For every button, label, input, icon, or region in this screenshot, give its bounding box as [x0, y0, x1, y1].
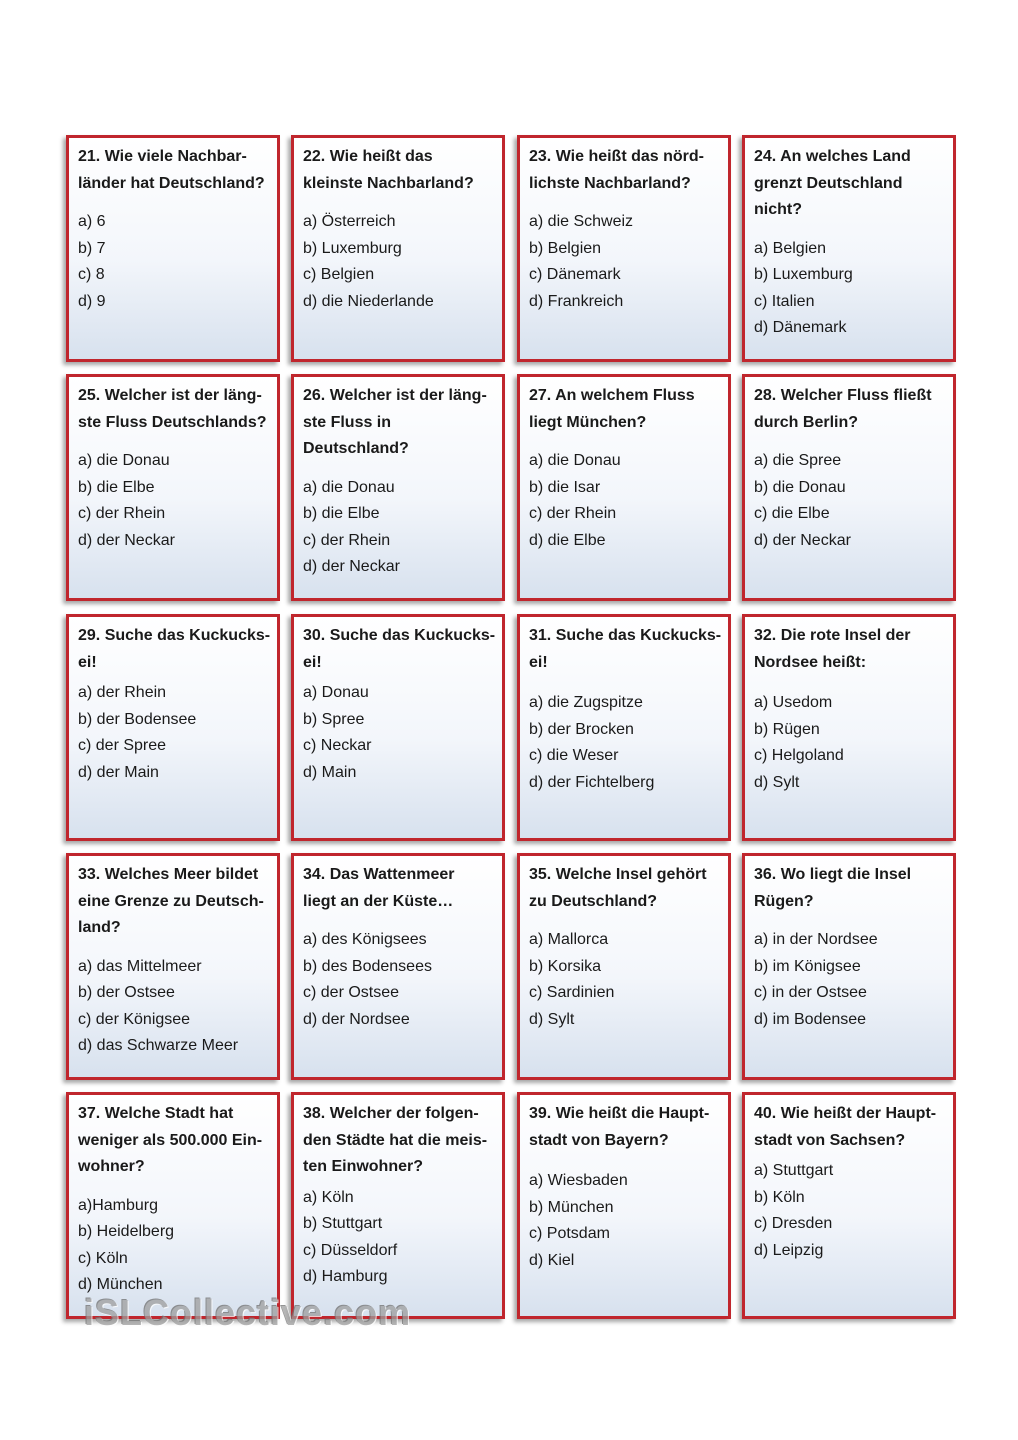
option-d: d) Dänemark [754, 319, 847, 336]
question-text: 28. Welcher Fluss fließt durch Berlin? [754, 387, 932, 431]
option-b: b) die Elbe [303, 505, 380, 522]
option-d: d) München [78, 1276, 163, 1293]
option-a: a) Donau [303, 684, 369, 701]
answer-options [529, 448, 722, 554]
option-b: b) die Isar [529, 478, 601, 496]
quiz-card-37 [66, 1092, 280, 1319]
option-b: b) die Donau [754, 478, 846, 496]
option-a: a) die Spree [754, 452, 842, 469]
option-b: b) 7 [78, 239, 106, 257]
answer-options [78, 209, 271, 315]
quiz-card-33 [66, 853, 280, 1080]
answer-options [78, 954, 271, 1060]
option-a: a) die Donau [529, 452, 621, 469]
option-d: d) der Neckar [303, 558, 400, 575]
option-d: d) Leipzig [754, 1241, 824, 1259]
quiz-card-23 [517, 135, 731, 362]
option-a: a) der Rhein [78, 684, 167, 701]
option-b: b) Luxemburg [303, 239, 402, 257]
question-text: 38. Welcher der folgen- den Städte hat die meis- ten Einwohner? [303, 1105, 488, 1175]
option-b: b) Heidelberg [78, 1223, 175, 1240]
question-text: 23. Wie heißt das nörd- lichste Nachbarland? [529, 148, 704, 192]
question-text: 22. Wie heißt das kleinste Nachbarland? [303, 148, 474, 192]
option-b: b) Spree [303, 710, 365, 728]
question-text: 40. Wie heißt der Haupt- stadt von Sachsen? [754, 1105, 937, 1149]
option-a: a)Hamburg [78, 1196, 159, 1214]
option-a: a) in der Nordsee [754, 931, 878, 948]
option-c: c) Belgien [303, 266, 375, 283]
quiz-card-27 [517, 374, 731, 601]
quiz-card-24 [742, 135, 956, 362]
option-d: d) Sylt [529, 1010, 575, 1028]
quiz-card-25 [66, 374, 280, 601]
option-d: d) Hamburg [303, 1268, 388, 1285]
answer-options [754, 690, 947, 796]
option-a: a) Mallorca [529, 931, 609, 948]
option-c: c) Dänemark [529, 266, 621, 283]
answer-options [754, 236, 947, 342]
option-d: d) im Bodensee [754, 1010, 867, 1028]
question-text: 27. An welchem Fluss liegt München? [529, 387, 695, 431]
option-b: b) Köln [754, 1188, 805, 1206]
question-text: 24. An welches Land grenzt Deutschland nicht? [754, 148, 911, 218]
question-text: 34. Das Wattenmeer liegt an der Küste… [303, 866, 455, 910]
quiz-card-32 [742, 614, 956, 841]
answer-options [78, 448, 271, 554]
quiz-card-30 [291, 614, 505, 841]
option-a: a) die Donau [303, 478, 395, 496]
option-a: a) Belgien [754, 239, 827, 257]
option-c: c) Köln [78, 1249, 128, 1267]
question-text: 33. Welches Meer bildet eine Grenze zu Deutsch- land? [78, 866, 264, 936]
option-c: c) Düsseldorf [303, 1241, 398, 1259]
option-b: b) die Elbe [78, 478, 155, 496]
option-a: a) Köln [303, 1188, 354, 1206]
quiz-card-34 [291, 853, 505, 1080]
option-d: d) der Neckar [754, 531, 851, 549]
answer-options [303, 927, 496, 1033]
option-d: d) der Main [78, 763, 159, 781]
option-a: a) Wiesbaden [529, 1172, 628, 1189]
quiz-card-40 [742, 1092, 956, 1319]
option-b: b) Luxemburg [754, 266, 853, 283]
quiz-card-38 [291, 1092, 505, 1319]
option-d: d) Main [303, 763, 357, 781]
option-b: b) des Bodensees [303, 957, 432, 975]
question-text: 39. Wie heißt die Haupt- stadt von Bayern? [529, 1105, 710, 1149]
option-c: c) Potsdam [529, 1225, 610, 1242]
option-b: b) Rügen [754, 720, 820, 738]
option-d: d) der Fichtelberg [529, 773, 655, 791]
option-c: c) der Rhein [529, 505, 617, 522]
option-d: d) die Elbe [529, 531, 606, 549]
option-d: d) die Niederlande [303, 292, 434, 310]
question-text: 37. Welche Stadt hat weniger als 500.000 Ein- wohner? [78, 1105, 263, 1175]
option-c: c) die Elbe [754, 505, 830, 522]
answer-options [754, 927, 947, 1033]
option-c: c) Helgoland [754, 747, 844, 764]
question-text: 35. Welche Insel gehört zu Deutschland? [529, 866, 707, 910]
question-text: 21. Wie viele Nachbar- länder hat Deutschland? [78, 148, 265, 192]
option-c: c) der Ostsee [303, 984, 400, 1001]
option-c: c) der Spree [78, 737, 167, 754]
option-a: a) die Zugspitze [529, 694, 643, 711]
option-b: b) im Königsee [754, 957, 861, 975]
quiz-card-35 [517, 853, 731, 1080]
option-d: d) 9 [78, 292, 106, 310]
question-text: 29. Suche das Kuckucks- ei! [78, 627, 271, 671]
option-c: c) der Rhein [303, 531, 391, 549]
option-a: a) des Königsees [303, 931, 427, 948]
option-a: a) das Mittelmeer [78, 957, 202, 975]
answer-options [78, 680, 271, 786]
option-c: c) in der Ostsee [754, 984, 867, 1001]
option-a: a) die Schweiz [529, 213, 634, 230]
quiz-card-29 [66, 614, 280, 841]
question-text: 30. Suche das Kuckucks- ei! [303, 627, 496, 671]
answer-options [529, 690, 722, 796]
watermark-logo: iSLCollective.com [84, 1292, 412, 1333]
option-a: a) 6 [78, 213, 106, 230]
option-d: d) Frankreich [529, 292, 624, 310]
quiz-card-31 [517, 614, 731, 841]
quiz-card-22 [291, 135, 505, 362]
quiz-card-26 [291, 374, 505, 601]
option-d: d) der Neckar [78, 531, 175, 549]
option-c: c) Dresden [754, 1215, 833, 1232]
answer-options [754, 448, 947, 554]
option-b: b) der Ostsee [78, 984, 175, 1001]
question-text: 26. Welcher ist der läng- ste Fluss in Deutschland? [303, 387, 487, 457]
option-c: c) Neckar [303, 737, 372, 754]
option-b: b) der Bodensee [78, 710, 197, 728]
quiz-card-28 [742, 374, 956, 601]
option-b: b) Stuttgart [303, 1215, 383, 1232]
quiz-card-21 [66, 135, 280, 362]
quiz-card-39 [517, 1092, 731, 1319]
quiz-card-36 [742, 853, 956, 1080]
option-d: d) das Schwarze Meer [78, 1037, 239, 1054]
option-b: b) Korsika [529, 957, 602, 975]
answer-options [529, 209, 722, 315]
option-c: c) Sardinien [529, 984, 615, 1001]
answer-options [529, 927, 722, 1033]
option-c: c) der Rhein [78, 505, 166, 522]
answer-options [303, 475, 496, 581]
question-text: 36. Wo liegt die Insel Rügen? [754, 866, 912, 910]
option-d: d) Sylt [754, 773, 800, 791]
option-b: b) der Brocken [529, 720, 634, 738]
answer-options [303, 680, 496, 786]
option-c: c) Italien [754, 292, 815, 310]
option-a: a) Usedom [754, 694, 833, 711]
answer-options [529, 1168, 722, 1274]
option-d: d) Kiel [529, 1251, 575, 1269]
answer-options [303, 209, 496, 315]
answer-options [754, 1158, 947, 1264]
option-b: b) München [529, 1198, 614, 1216]
option-a: a) Stuttgart [754, 1162, 834, 1179]
answer-options [303, 1185, 496, 1291]
option-c: c) 8 [78, 266, 105, 283]
question-text: 25. Welcher ist der läng- ste Fluss Deutschlands? [78, 387, 267, 431]
question-text: 31. Suche das Kuckucks- ei! [529, 627, 722, 671]
option-c: c) die Weser [529, 747, 619, 764]
option-a: a) Österreich [303, 213, 396, 230]
option-d: d) der Nordsee [303, 1010, 410, 1028]
option-c: c) der Königsee [78, 1010, 191, 1028]
option-b: b) Belgien [529, 239, 602, 257]
answer-options [78, 1193, 271, 1299]
question-text: 32. Die rote Insel der Nordsee heißt: [754, 627, 911, 671]
option-a: a) die Donau [78, 452, 170, 469]
